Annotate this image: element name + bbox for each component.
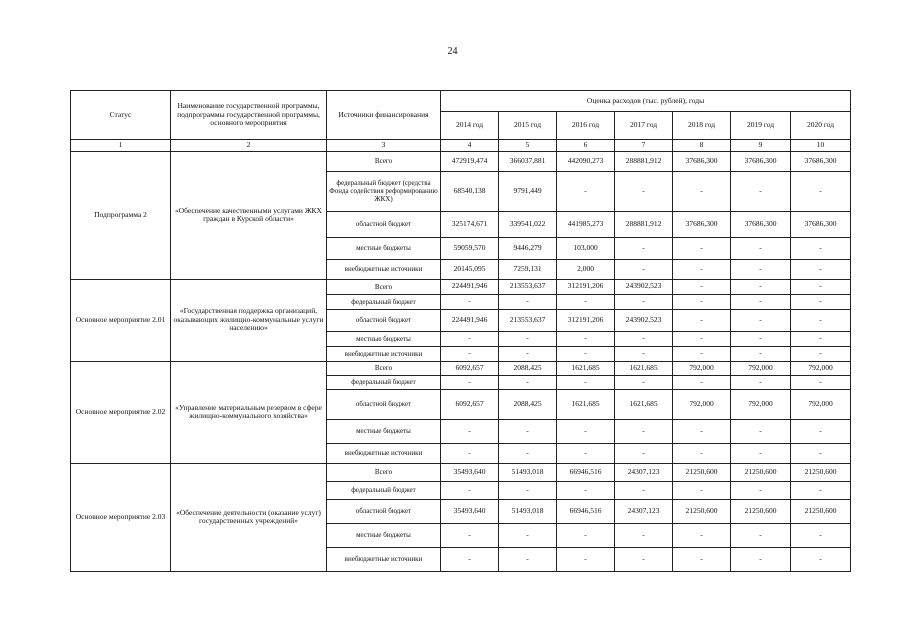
value-cell: 1621,685 <box>557 389 615 419</box>
value-cell: - <box>673 171 731 211</box>
value-cell: - <box>499 331 557 346</box>
source-cell: областной бюджет <box>327 309 441 331</box>
value-cell: 288881,912 <box>615 211 673 237</box>
value-cell: - <box>673 259 731 279</box>
value-cell: - <box>791 443 851 463</box>
value-cell: - <box>441 375 499 389</box>
value-cell: 243902,523 <box>615 279 673 294</box>
value-cell: 24307,123 <box>615 499 673 523</box>
value-cell: - <box>673 279 731 294</box>
value-cell: - <box>731 331 791 346</box>
value-cell: - <box>731 481 791 499</box>
value-cell: - <box>731 171 791 211</box>
value-cell: - <box>731 443 791 463</box>
value-cell: - <box>615 481 673 499</box>
value-cell: - <box>499 523 557 547</box>
value-cell: 24307,123 <box>615 463 673 481</box>
header-sources: Источники финансирования <box>327 91 441 140</box>
value-cell: - <box>557 346 615 361</box>
value-cell: 288881,912 <box>615 151 673 171</box>
value-cell: - <box>615 237 673 259</box>
value-cell: 1621,685 <box>615 389 673 419</box>
value-cell: - <box>557 294 615 309</box>
value-cell: - <box>791 309 851 331</box>
source-cell: федеральный бюджет <box>327 294 441 309</box>
value-cell: 21250,600 <box>791 463 851 481</box>
name-cell: «Обеспечение качественными услугами ЖКХ граждан в Курской области» <box>171 151 327 279</box>
value-cell: 35493,640 <box>441 499 499 523</box>
column-number: 10 <box>791 140 851 152</box>
header-name: Наименование государственной программы, подпрограммы государственной программы, основного мероприятия <box>171 91 327 140</box>
value-cell: - <box>441 419 499 443</box>
value-cell: - <box>731 547 791 571</box>
value-cell: - <box>673 309 731 331</box>
value-cell: 103,000 <box>557 237 615 259</box>
value-cell: 792,000 <box>791 361 851 375</box>
value-cell: - <box>791 294 851 309</box>
value-cell: - <box>615 419 673 443</box>
value-cell: - <box>731 237 791 259</box>
value-cell: - <box>499 443 557 463</box>
value-cell: 312191,206 <box>557 279 615 294</box>
value-cell: 213553,637 <box>499 279 557 294</box>
value-cell: 66946,516 <box>557 499 615 523</box>
header-year: 2017 год <box>615 112 673 140</box>
value-cell: 59059,570 <box>441 237 499 259</box>
value-cell: - <box>791 547 851 571</box>
value-cell: 7259,131 <box>499 259 557 279</box>
column-number: 3 <box>327 140 441 152</box>
value-cell: - <box>731 419 791 443</box>
value-cell: - <box>557 547 615 571</box>
column-number: 1 <box>71 140 171 152</box>
value-cell: 339541,022 <box>499 211 557 237</box>
value-cell: - <box>557 171 615 211</box>
value-cell: 66946,516 <box>557 463 615 481</box>
value-cell: - <box>731 309 791 331</box>
status-cell: Основное мероприятие 2.03 <box>71 463 171 571</box>
header-year: 2015 год <box>499 112 557 140</box>
value-cell: 21250,600 <box>731 463 791 481</box>
column-number: 5 <box>499 140 557 152</box>
value-cell: - <box>441 331 499 346</box>
value-cell: 37686,300 <box>731 211 791 237</box>
value-cell: - <box>673 547 731 571</box>
value-cell: - <box>615 259 673 279</box>
source-cell: Всего <box>327 463 441 481</box>
value-cell: 2088,425 <box>499 389 557 419</box>
value-cell: - <box>615 443 673 463</box>
value-cell: 792,000 <box>791 389 851 419</box>
value-cell: - <box>731 279 791 294</box>
value-cell: 51493,018 <box>499 463 557 481</box>
value-cell: 6092,657 <box>441 361 499 375</box>
value-cell: - <box>791 331 851 346</box>
source-cell: областной бюджет <box>327 211 441 237</box>
value-cell: 792,000 <box>731 361 791 375</box>
value-cell: - <box>441 547 499 571</box>
value-cell: - <box>615 547 673 571</box>
header-status: Статус <box>71 91 171 140</box>
value-cell: - <box>791 279 851 294</box>
value-cell: 243902,523 <box>615 309 673 331</box>
value-cell: 9446,279 <box>499 237 557 259</box>
value-cell: 20145,095 <box>441 259 499 279</box>
value-cell: 37686,300 <box>673 211 731 237</box>
name-cell: «Управление материальным резервом в сфере жилищно-коммунального хозяйства» <box>171 361 327 463</box>
value-cell: - <box>791 237 851 259</box>
value-cell: 442090,273 <box>557 151 615 171</box>
source-cell: Всего <box>327 151 441 171</box>
value-cell: - <box>731 259 791 279</box>
value-cell: - <box>791 419 851 443</box>
value-cell: - <box>673 294 731 309</box>
status-cell: Основное мероприятие 2.01 <box>71 279 171 361</box>
name-cell: «Государственная поддержка организаций, оказывающих жилищно-коммунальные услуги населению» <box>171 279 327 361</box>
value-cell: - <box>499 419 557 443</box>
column-number: 4 <box>441 140 499 152</box>
value-cell: 312191,206 <box>557 309 615 331</box>
source-cell: внебюджетные источники <box>327 547 441 571</box>
value-cell: 68540,138 <box>441 171 499 211</box>
value-cell: 213553,637 <box>499 309 557 331</box>
value-cell: 2,000 <box>557 259 615 279</box>
value-cell: - <box>673 443 731 463</box>
table-row <box>71 279 851 294</box>
value-cell: - <box>499 346 557 361</box>
value-cell: - <box>615 171 673 211</box>
source-cell: федеральный бюджет <box>327 375 441 389</box>
source-cell: внебюджетные источники <box>327 346 441 361</box>
status-cell: Основное мероприятие 2.02 <box>71 361 171 463</box>
value-cell: 1621,685 <box>615 361 673 375</box>
table-row <box>71 463 851 481</box>
source-cell: местные бюджеты <box>327 331 441 346</box>
table-row <box>71 151 851 171</box>
value-cell: 792,000 <box>731 389 791 419</box>
value-cell: - <box>791 481 851 499</box>
value-cell: 35493,640 <box>441 463 499 481</box>
header-year: 2018 год <box>673 112 731 140</box>
value-cell: 51493,018 <box>499 499 557 523</box>
source-cell: Всего <box>327 361 441 375</box>
value-cell: - <box>731 375 791 389</box>
value-cell: - <box>673 523 731 547</box>
value-cell: 37686,300 <box>673 151 731 171</box>
value-cell: - <box>791 346 851 361</box>
header-year: 2016 год <box>557 112 615 140</box>
table-body <box>71 151 851 571</box>
value-cell: - <box>673 375 731 389</box>
column-number: 9 <box>731 140 791 152</box>
value-cell: - <box>441 443 499 463</box>
value-cell: - <box>557 331 615 346</box>
value-cell: - <box>673 481 731 499</box>
value-cell: 21250,600 <box>731 499 791 523</box>
column-number: 7 <box>615 140 673 152</box>
header-year: 2020 год <box>791 112 851 140</box>
value-cell: 6092,657 <box>441 389 499 419</box>
value-cell: 441985,273 <box>557 211 615 237</box>
value-cell: 366037,881 <box>499 151 557 171</box>
value-cell: - <box>673 331 731 346</box>
value-cell: 37686,300 <box>791 151 851 171</box>
value-cell: - <box>791 375 851 389</box>
source-cell: внебюджетные источники <box>327 259 441 279</box>
value-cell: - <box>441 346 499 361</box>
value-cell: - <box>791 171 851 211</box>
value-cell: - <box>615 346 673 361</box>
value-cell: - <box>673 237 731 259</box>
value-cell: 21250,600 <box>673 463 731 481</box>
value-cell: - <box>441 523 499 547</box>
source-cell: Всего <box>327 279 441 294</box>
value-cell: - <box>441 294 499 309</box>
source-cell: областной бюджет <box>327 499 441 523</box>
value-cell: 792,000 <box>673 389 731 419</box>
value-cell: - <box>673 419 731 443</box>
value-cell: 224491,946 <box>441 279 499 294</box>
value-cell: - <box>499 547 557 571</box>
value-cell: - <box>499 375 557 389</box>
value-cell: 1621,685 <box>557 361 615 375</box>
value-cell: - <box>731 523 791 547</box>
column-number: 6 <box>557 140 615 152</box>
table-row <box>71 361 851 375</box>
value-cell: 21250,600 <box>673 499 731 523</box>
header-estimate: Оценка расходов (тыс. рублей), годы <box>441 91 851 112</box>
value-cell: 37686,300 <box>731 151 791 171</box>
value-cell: - <box>731 346 791 361</box>
value-cell: - <box>615 375 673 389</box>
value-cell: - <box>615 294 673 309</box>
value-cell: - <box>557 443 615 463</box>
source-cell: областной бюджет <box>327 389 441 419</box>
value-cell: 2088,425 <box>499 361 557 375</box>
header-year: 2014 год <box>441 112 499 140</box>
value-cell: 9791,449 <box>499 171 557 211</box>
header-year: 2019 год <box>731 112 791 140</box>
source-cell: местные бюджеты <box>327 523 441 547</box>
source-cell: внебюджетные источники <box>327 443 441 463</box>
value-cell: 472919,474 <box>441 151 499 171</box>
value-cell: 21250,600 <box>791 499 851 523</box>
name-cell: «Обеспечение деятельности (оказание услуг) государственных учреждений» <box>171 463 327 571</box>
value-cell: - <box>791 523 851 547</box>
source-cell: федеральный бюджет (средства Фонда содействия реформированию ЖКХ) <box>327 171 441 211</box>
value-cell: - <box>731 294 791 309</box>
value-cell: - <box>791 259 851 279</box>
value-cell: - <box>557 523 615 547</box>
value-cell: - <box>615 523 673 547</box>
value-cell: - <box>499 294 557 309</box>
value-cell: - <box>673 346 731 361</box>
source-cell: местные бюджеты <box>327 419 441 443</box>
value-cell: 325174,671 <box>441 211 499 237</box>
value-cell: - <box>557 375 615 389</box>
source-cell: федеральный бюджет <box>327 481 441 499</box>
value-cell: 37686,300 <box>791 211 851 237</box>
value-cell: - <box>441 481 499 499</box>
status-cell: Подпрограмма 2 <box>71 151 171 279</box>
value-cell: 224491,946 <box>441 309 499 331</box>
column-number: 2 <box>171 140 327 152</box>
column-number: 8 <box>673 140 731 152</box>
value-cell: - <box>499 481 557 499</box>
page-number: 24 <box>447 46 458 57</box>
value-cell: - <box>557 481 615 499</box>
budget-table <box>70 90 851 572</box>
value-cell: - <box>557 419 615 443</box>
source-cell: местные бюджеты <box>327 237 441 259</box>
value-cell: - <box>615 331 673 346</box>
value-cell: 792,000 <box>673 361 731 375</box>
